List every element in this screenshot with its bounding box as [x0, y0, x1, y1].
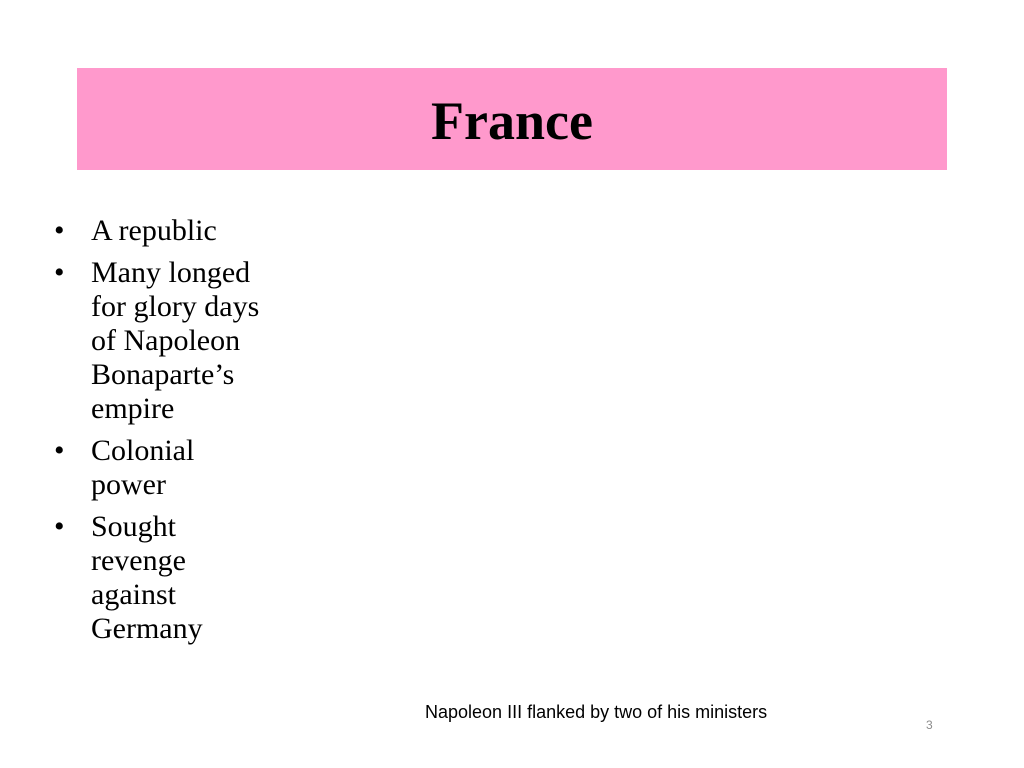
slide-number: 3 [926, 718, 933, 732]
bullet-item [52, 214, 312, 248]
bullet-text: Colonial power [91, 434, 195, 501]
bullet-item [52, 434, 312, 502]
slide-title: France [431, 91, 593, 151]
bullet-item [52, 510, 312, 646]
bullet-icon: • [54, 256, 65, 289]
bullet-text: Many longed for glory days of Napoleon Bonaparte’s empire [91, 256, 260, 425]
bullet-icon: • [54, 434, 65, 467]
bullet-text: A republic [91, 214, 217, 247]
title-banner [77, 68, 947, 170]
bullet-item [52, 256, 312, 426]
image-caption: Napoleon III flanked by two of his ministers [425, 702, 768, 722]
bullet-text: Sought revenge against Germany [91, 510, 203, 645]
bullet-list [52, 214, 312, 654]
bullet-icon: • [54, 214, 65, 247]
bullet-icon: • [54, 510, 65, 543]
